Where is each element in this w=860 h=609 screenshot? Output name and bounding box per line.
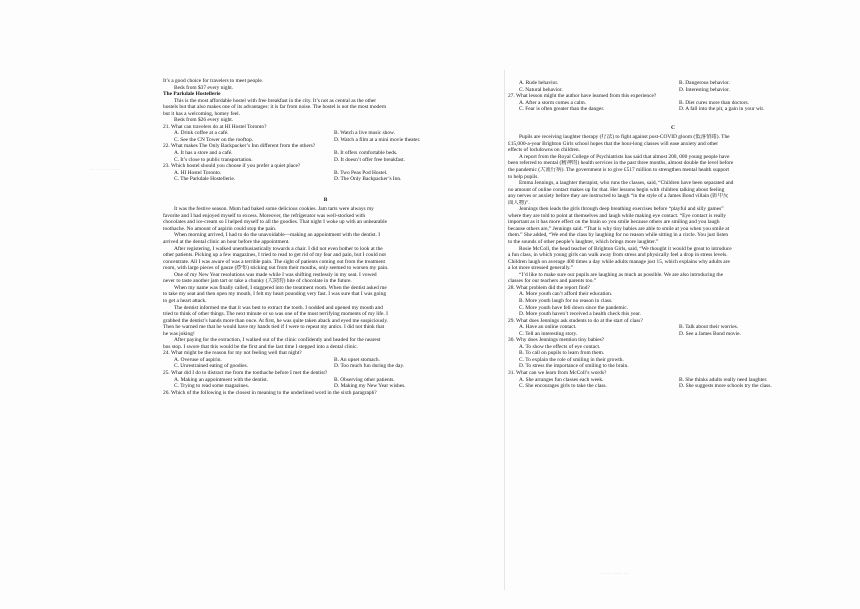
option-a[interactable]: A. Have an online contact. (519, 324, 577, 331)
question-27: 27. What lesson might the author have learned from this experience? (508, 93, 657, 100)
text-line: Pupils are receiving laughter therapy (疗法) to fight against post-COVID gloom (低落情绪). The (519, 134, 730, 141)
text-line: the pandemic (大流行病). The government is to give £517 million to strengthen mental health support (508, 167, 730, 174)
option-a[interactable]: A. Rude behavior. (519, 80, 559, 86)
option-d[interactable]: D. Interesting behavior. (679, 86, 730, 93)
section-heading-b: B (323, 196, 328, 203)
text-line: After registering, I walked unenthusiastically towards a chair. I did not even bother to look at the (174, 245, 383, 252)
text-line: Emma Jennings, a laughter therapist, who runs the classes, said, “Children have been separated and (519, 180, 734, 187)
option-c[interactable]: C. To explain the role of smiling in their growth. (519, 356, 624, 363)
question-30: 30. Why does Jennings mention tiny babies? (508, 337, 605, 344)
question-24: 24. What might be the reason for my not feeling well that night? (163, 350, 302, 357)
text-line: After paying for the extraction, I walked out of the clinic confidently and headed for the nearest (174, 337, 381, 344)
option-a[interactable]: A. To show the effects of eye contact. (519, 343, 601, 350)
text-line: tried to think of other things. The next minute or so was one of the most terrifying moments of my life. I (163, 311, 388, 318)
text-line: concentrate. All I was aware of was a terrible pain. The sight of patients coming out from the treatment (163, 258, 386, 265)
text-line: £15,000-a-year Brighton Girls school hopes that the hour-long classes will ease anxiety and other (508, 140, 719, 147)
option-d[interactable]: D. Watch a film at a mini movie theater. (334, 136, 421, 143)
option-a[interactable]: A. After a storm comes a calm. (519, 99, 587, 106)
text-line: 面人物)”. (508, 199, 530, 206)
option-b[interactable]: B. An upset stomach. (334, 356, 380, 363)
text-line: Rosie McColl, the head teacher of Brighton Girls, said, “We thought it would be great to introduce (519, 245, 732, 252)
option-b[interactable]: B. It offers comfortable beds. (334, 150, 398, 157)
text-line: because others are,” Jennings said. “That is why tiny babies are able to smile at you when you smile at (508, 225, 730, 232)
text-line: effects of lockdowns on children. (508, 147, 580, 154)
text-line: no amount of online contact makes up for that. Her lessons begin with children talking about feeling (508, 186, 725, 193)
question-21: 21. What can travelers do at HI Hostel Toronto? (163, 123, 267, 130)
option-d[interactable]: D. The Only Backpacker’s Inn. (334, 176, 402, 183)
text-line: “I’d like to make sure our pupils are laughing as much as possible. We are also introducing the (519, 271, 723, 278)
text-line: them.” She added, “We end the class by laughing for no reason while sitting in a circle. You just listen (508, 232, 729, 239)
text-line: where they are told to point at themselves and laugh while making eye contact. “Eye contact is really (508, 212, 726, 219)
text-line: to help pupils. (508, 173, 539, 180)
option-d[interactable]: D. To stress the importance of smiling to the brain. (519, 363, 629, 370)
option-b[interactable]: B. Diet cures more than doctors. (679, 99, 749, 106)
option-d[interactable]: D. A fall into the pit, a gain in your wit. (679, 106, 765, 113)
text-line: Children laugh on average 400 times a day while adults manage just 15, which explains why adults are (508, 258, 730, 265)
option-d[interactable]: D. Too much fun during the day. (334, 363, 405, 370)
option-a[interactable]: A. Making an appointment with the dentist. (174, 376, 269, 383)
left-column (163, 78, 488, 396)
option-d[interactable]: D. More youth haven’t received a health check this year. (519, 311, 641, 318)
text-line: Jennings then leads the girls through deep breathing exercises before “playful and silly games” (519, 206, 724, 213)
bleed-through-text: ···· ·· ······ ··· (600, 572, 629, 577)
option-b[interactable]: B. To call on pupils to learn from them. (519, 350, 605, 357)
option-d[interactable]: D. See a James Bond movie. (679, 330, 741, 337)
text-line: A report from the Royal College of Psychiatrists has said that almost 200, 000 young people have (519, 153, 730, 160)
section-heading-c: C (671, 124, 675, 131)
option-c[interactable]: C. More youth have fell down since the pandemic. (519, 304, 628, 311)
option-b[interactable]: B. Talk about their worries. (679, 324, 739, 331)
question-23: 23. Which hostel should you choose if you prefer a quiet place? (163, 163, 301, 170)
text-line: chocolates and ice-cream so I helped myself to all the goodies. That night I woke up with an unbearable (163, 219, 387, 226)
text-line: he was joking! (163, 330, 195, 337)
option-c[interactable]: C. See the CN Tower on the rooftop. (174, 136, 254, 143)
option-c[interactable]: C. Fear is often greater than the danger. (519, 106, 605, 113)
option-b[interactable]: B. She thinks adults really need laughter. (679, 376, 768, 383)
option-a[interactable]: A. She arranges fun classes each week. (519, 376, 604, 383)
option-b[interactable]: B. Two Peas Pod Hostel. (334, 169, 388, 176)
option-c[interactable]: C. Tell an interesting story. (519, 330, 578, 337)
right-column (508, 80, 838, 390)
option-b[interactable]: B. Dangerous behavior. (679, 80, 730, 86)
option-c[interactable]: C. Trying to read some magazines. (174, 383, 250, 390)
text-line: The dentist informed me that it was best to extract the tooth. I nodded and opened my mouth and (174, 304, 383, 311)
text-line: One of my New Year resolutions was made while I was shifting restlessly in my seat. I vowed (174, 271, 377, 278)
option-d[interactable]: D. It doesn’t offer free breakfast. (334, 156, 405, 163)
text-line: It’s a good choice for travelers to meet people. (163, 78, 264, 84)
question-31: 31. What can we learn from McColl’s words? (508, 369, 607, 376)
text-line: to take my seat and then open my mouth, I felt my heart pounding very fast. I was sure that I was going (163, 291, 387, 298)
text-line: Then he warned me that he would have my hands tied if I were to repeat my antics. I did not think that (163, 324, 385, 331)
option-b[interactable]: B. Watch a live music show. (334, 130, 395, 137)
option-c[interactable]: C. She encourages girls to take the class. (519, 383, 607, 390)
text-line: a lot more stressed generally.” (508, 265, 574, 272)
text-line: classes for our teachers and parents too.” (508, 278, 597, 285)
text-line: When morning arrived, I had to do the unavoidable—making an appointment with the dentist. I (174, 232, 380, 239)
text-line: Beds from $37 every night. (174, 84, 234, 91)
text-line: It was the festive season. Mum had baked some delicious cookies. Jam tarts were always my (174, 206, 374, 213)
text-line: hostels but that also makes one of its advantages: it is far from noise. The hostel is not the most modern (163, 104, 387, 111)
option-c[interactable]: C. Natural behavior. (519, 86, 563, 93)
option-a[interactable]: A. HI Hostel Toronto. (174, 169, 222, 176)
text-line: never to taste another jam tart or take a chunky (大块的) bite of chocolate in the future. (163, 278, 352, 285)
options-row (508, 383, 838, 390)
option-a[interactable]: A. More youth can’t afford their education. (519, 291, 613, 298)
options-row (508, 106, 838, 113)
text-line: important as it has more effect on the brain so you smile because others are smiling and you laugh (508, 219, 720, 226)
bleed-through-text: ··· ···· ··· ······ (90, 168, 121, 173)
question-29: 29. What does Jennings ask students to do at the start of class? (508, 317, 643, 324)
question-26: 26. Which of the following is the closest in meaning to the underlined word in the sixth paragraph? (163, 389, 377, 396)
option-c[interactable]: C. It’s close to public transportation. (174, 156, 253, 163)
option-b[interactable]: B. Observing other patients. (334, 376, 395, 383)
text-line: to the sounds of other people’s laughter, which brings more laughter.” (508, 239, 659, 246)
text-line: arrived at the dental clinic an hour before the appointment. (163, 239, 290, 246)
text-line: This is the most affordable hostel with free breakfast in the city. It’s not as central as the other (174, 97, 377, 104)
text-line: room, with large pieces of gauze (纱布) sticking out from their mouths, only seemed to worsen my pain. (163, 265, 389, 272)
hostel-heading: The Parkdale Hostellerie (163, 91, 221, 98)
option-d[interactable]: D. Making my New Year wishes. (334, 383, 406, 390)
text-line: any nerves or anxiety before they are instructed to laugh “in the style of a James Bond villain (影中反 (508, 193, 729, 200)
text-line: toothache. No amount of aspirin could stop the pain. (163, 225, 277, 232)
text-line: grabbed the dentist’s hands more than once. At first, he was quite taken aback and eyed me suspiciously. (163, 317, 389, 324)
text-line: When my name was finally called, I staggered into the treatment room. When the dentist asked me (174, 284, 387, 291)
page-fold-line (504, 70, 505, 590)
text-line: favorite and I had enjoyed myself to excess. Moreover, the refrigerator was well-stocked with (163, 212, 366, 219)
option-b[interactable]: B. More youth laugh for no reason in class. (519, 297, 613, 304)
option-a[interactable]: A. Overuse of aspirin. (174, 356, 222, 363)
option-d[interactable]: D. She suggests more schools try the class. (679, 383, 772, 390)
option-c[interactable]: C. The Parkdale Hostellerie. (174, 176, 236, 183)
option-a[interactable]: A. It has a store and a café. (174, 150, 233, 157)
option-c[interactable]: C. Unrestrained eating of goodies. (174, 363, 248, 370)
options-row (163, 176, 488, 183)
question-25: 25. What did I do to distract me from the toothache before I met the dentist? (163, 369, 328, 376)
text-line: Beds from $26 every night. (174, 117, 234, 124)
question-28: 28. What problem did the report find? (508, 284, 590, 291)
text-line: but it has a welcoming, homey feel. (163, 110, 240, 117)
text-line: a fun class, in which young girls can walk away from stress and physically feel a drop in stress levels. (508, 252, 728, 259)
question-22: 22. What makes The Only Backpacker’s Inn different from the others? (163, 143, 316, 150)
text-line: to get a heart attack. (163, 297, 207, 304)
text-line: been referred to mental (精神的) health services in the past three months, almost double the level before (508, 160, 734, 167)
text-line: bus stop. I swore that this would be the first and the last time I stepped into a dental clinic. (163, 343, 358, 350)
text-line: other patients. Picking up a few magazines, I tried to read to get rid of my fear and pain, but I could not (163, 252, 386, 259)
option-a[interactable]: A. Drink coffee at a café. (174, 130, 229, 137)
